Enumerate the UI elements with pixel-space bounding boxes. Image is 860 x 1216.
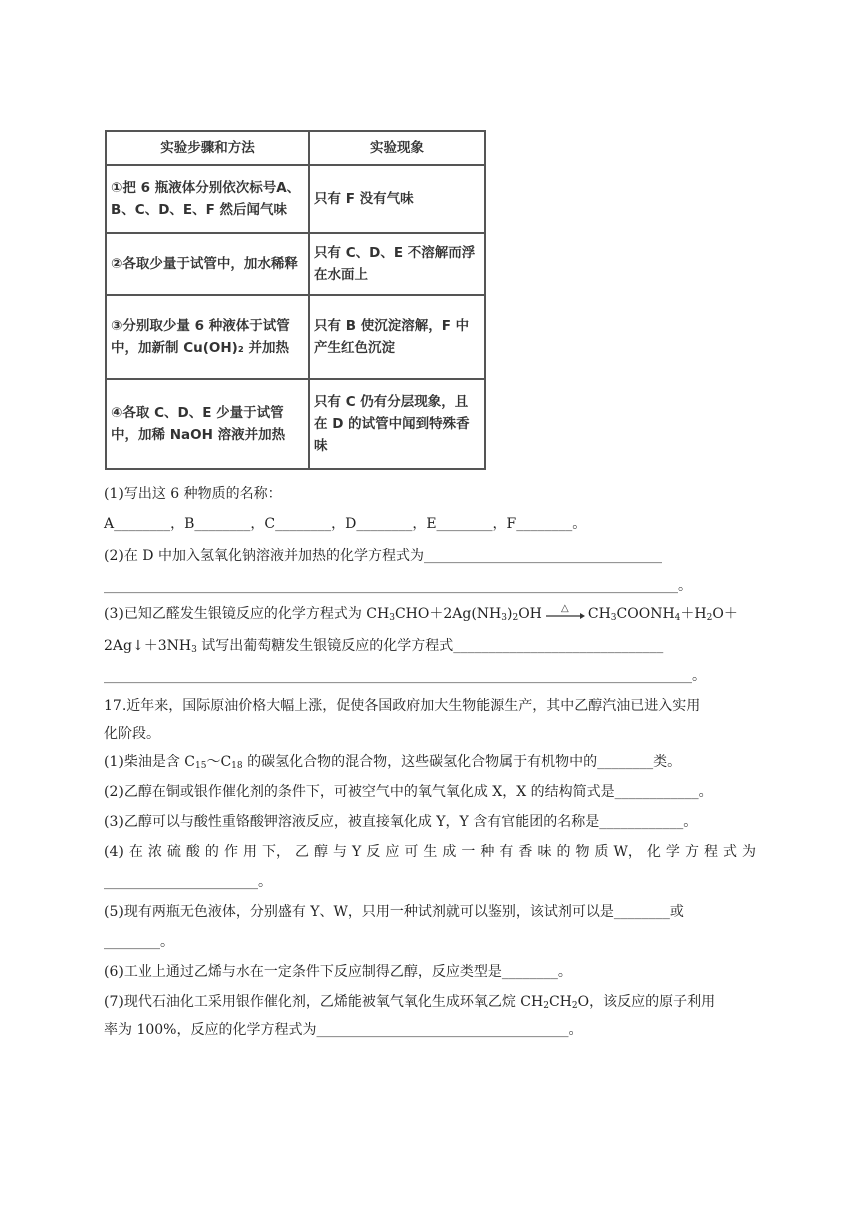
subscript: 3 <box>501 613 507 623</box>
q17-intro: 17.近年来，国际原油价格大幅上涨，促使各国政府加大生物能源生产，其中乙醇汽油已进入实用 <box>104 698 701 714</box>
table-cell-step: ③分别取少量 6 种液体于试管中，加新制 Cu(OH)₂ 并加热 <box>106 295 309 379</box>
experiment-table <box>105 130 486 470</box>
subscript: 3 <box>389 613 395 623</box>
q17-s4-word: 应 <box>385 844 400 860</box>
q16-p3-text: ) <box>506 606 513 622</box>
q16-p3-text: CHO＋2Ag(NH <box>394 606 502 622</box>
q16-part3-continuation: ____________________________________________________________________________________。 <box>104 668 706 684</box>
table-cell-step: ①把 6 瓶液体分别依次标号A、B、C、D、E、F 然后闻气味 <box>106 165 309 233</box>
q17-part5: (5)现有两瓶无色液体，分别盛有 Y、W，只用一种试剂就可以鉴别，该试剂可以是________或 <box>104 904 684 920</box>
q17-s4-word: 成 <box>442 844 457 860</box>
q17-part7 <box>104 992 715 1012</box>
q17-s4-word: 与 <box>333 844 348 860</box>
q17-part4-continuation: ______________________。 <box>104 874 272 890</box>
q16-part1-blanks: A________，B________，C________，D________，E________，F________。 <box>104 516 587 532</box>
q17-part5-continuation: ________。 <box>104 934 174 950</box>
subscript: 3 <box>191 645 197 655</box>
subscript: 2 <box>706 613 713 623</box>
q17-s7-text: O，该反应的原子利用 <box>577 994 716 1010</box>
subscript: 2 <box>512 613 519 623</box>
q17-s4-word: 酸 <box>185 844 200 860</box>
table-row <box>106 379 485 469</box>
q17-part3: (3)乙醇可以与酸性重铬酸钾溶液反应，被直接氧化成 Y，Y 含有官能团的名称是____________。 <box>104 814 698 830</box>
q17-s4-word: 乙 <box>294 844 309 860</box>
q17-s7-text: CH <box>548 994 572 1010</box>
q16-p3-text: OH <box>518 606 542 622</box>
q17-s4-word: 生 <box>423 844 438 860</box>
q17-s4-word: 可 <box>404 844 419 860</box>
q17-s1-text: (1)柴油是含 C <box>104 754 195 770</box>
q17-s1-text: 的碳氢化合物的混合物，这些碳氢化合物属于有机物中的________类。 <box>242 754 682 770</box>
q17-s4-word: 的 <box>556 844 571 860</box>
q17-s4-word: 味 <box>537 844 552 860</box>
q17-s4-word: 香 <box>518 844 533 860</box>
q17-part7-line2: 率为 100%，反应的化学方程式为____________________________________。 <box>104 1022 583 1038</box>
subscript: 3 <box>610 613 617 623</box>
q17-intro-line2: 化阶段。 <box>104 726 160 742</box>
table-row <box>106 295 485 379</box>
q17-part2: (2)乙醇在铜或银作催化剂的条件下，可被空气中的氧气氧化成 X，X 的结构简式是____________。 <box>104 784 713 800</box>
q16-part2-continuation: __________________________________________________________________________________。 <box>104 578 692 594</box>
q17-s4-word: 的 <box>204 844 219 860</box>
table-header-results: 实验现象 <box>309 131 485 165</box>
subscript: 15 <box>195 761 207 771</box>
table-row <box>106 165 485 233</box>
q16-p3-text: 2Ag↓＋3NH <box>104 638 192 654</box>
table-cell-step: ④各取 C、D、E 少量于试管中，加稀 NaOH 溶液并加热 <box>106 379 309 469</box>
table-cell-result: 只有 B 使沉淀溶解，F 中产生红色沉淀 <box>309 295 485 379</box>
q17-s4-word: 物 <box>575 844 590 860</box>
q17-part4 <box>104 842 756 862</box>
q16-part3-line2 <box>104 636 663 656</box>
q17-s4-word: 浓 <box>147 844 162 860</box>
q17-s4-word: W， <box>613 844 642 860</box>
reaction-arrow-icon <box>544 603 586 620</box>
q17-s4-word: 质 <box>594 844 609 860</box>
q16-p3-text: ＋H <box>680 606 707 622</box>
q17-part1 <box>104 752 681 772</box>
q16-part1: (1)写出这 6 种物质的名称： <box>104 486 282 502</box>
q17-s4-word: 学 <box>665 844 680 860</box>
table-cell-step: ②各取少量于试管中，加水稀释 <box>106 233 309 295</box>
q17-s4-word: 化 <box>646 844 661 860</box>
q17-s4-word: 为 <box>741 844 756 860</box>
q17-s4-word: 用 <box>242 844 257 860</box>
q17-s4-word: Y <box>352 844 362 860</box>
q17-s4-word: 式 <box>722 844 737 860</box>
table-cell-result: 只有 C 仍有分层现象，且在 D 的试管中闻到特殊香味 <box>309 379 485 469</box>
heat-triangle: △ <box>560 603 569 614</box>
q16-p3-text: (3)已知乙醛发生银镜反应的化学方程式为 CH <box>104 606 390 622</box>
q17-s4-word: 作 <box>223 844 238 860</box>
q17-s4-word: 醇 <box>314 844 328 860</box>
q17-s7-text: (7)现代石油化工采用银作催化剂，乙烯能被氧气氧化生成环氧乙烷 CH <box>104 994 544 1010</box>
q16-part2: (2)在 D 中加入氢氧化钠溶液并加热的化学方程式为__________________________________ <box>104 548 662 564</box>
q17-s4-word: 一 <box>461 844 476 860</box>
q17-s4-word: 有 <box>499 844 514 860</box>
subscript: 18 <box>231 761 243 771</box>
subscript: 2 <box>571 1001 578 1011</box>
q16-p3-text: COONH <box>616 606 675 622</box>
q17-s4-word: 方 <box>684 844 699 860</box>
table-header-steps: 实验步骤和方法 <box>106 131 309 165</box>
q16-p3-text: 试写出葡萄糖发生银镜反应的化学方程式______________________________ <box>196 638 664 654</box>
q17-s4-word: 在 <box>128 844 143 860</box>
q16-part3 <box>104 604 738 624</box>
table-cell-result: 只有 F 没有气味 <box>309 165 485 233</box>
q17-s4-word: 种 <box>480 844 495 860</box>
q17-s4-word: 硫 <box>166 844 181 860</box>
q16-p3-text: CH <box>587 606 611 622</box>
table-cell-result: 只有 C、D、E 不溶解而浮在水面上 <box>309 233 485 295</box>
q17-s1-text: ～C <box>206 754 232 770</box>
subscript: 4 <box>674 613 681 623</box>
q17-s4-word: 下， <box>261 844 290 860</box>
q17-s4-word: 程 <box>703 844 718 860</box>
subscript: 2 <box>543 1001 549 1011</box>
q16-p3-text: O＋ <box>712 606 738 622</box>
q17-s4-word: 反 <box>366 844 381 860</box>
q17-s4-word: (4) <box>104 844 124 860</box>
q17-part6: (6)工业上通过乙烯与水在一定条件下反应制得乙醇，反应类型是________。 <box>104 964 572 980</box>
table-row <box>106 233 485 295</box>
